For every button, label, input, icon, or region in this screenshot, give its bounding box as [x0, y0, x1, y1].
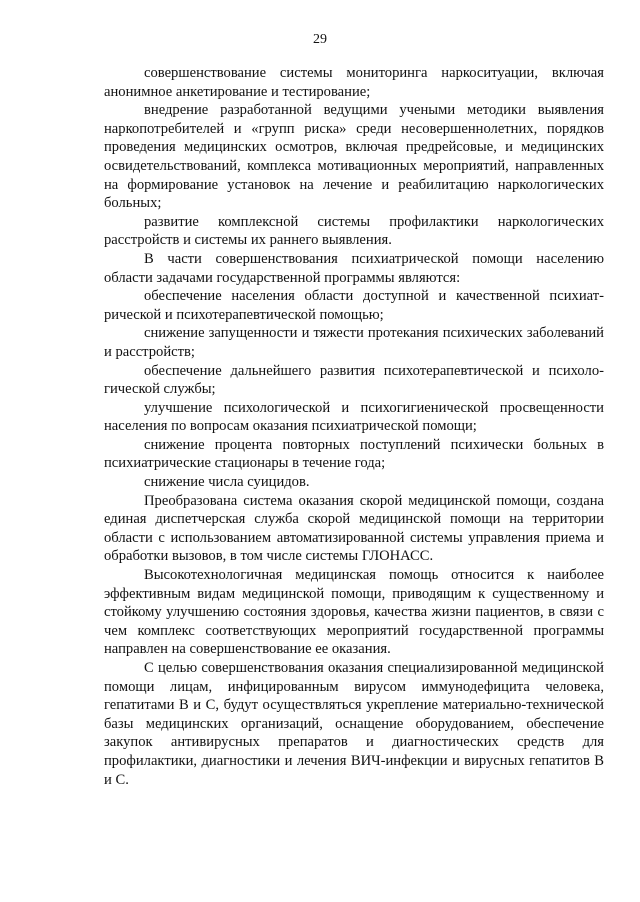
paragraph-high-tech-care: Высокотехнологичная медицинская помощь относится к наиболее эффективным видам медицинской помощи, приводящим к существенному и стойкому улучшению состояния здоровья, качества жизни пациентов, в связи с чем комплекс соответствующих мероприятий государственной программы направлен на совершенствование ее оказания. — [104, 567, 604, 658]
paragraph-readmissions: снижение процента повторных поступлений психически больных в психиатрические стационары в течение года; — [104, 436, 604, 472]
page-number: 29 — [313, 32, 327, 47]
paragraph-awareness: улучшение психологической и психогигиенической просвещенности населения по вопросам оказания психиатрической помощи; — [104, 399, 604, 435]
body-text — [104, 64, 604, 789]
paragraph-accessible-care: обеспечение населения области доступной и качественной психиатрической и психотерапевтической помощью; — [104, 288, 604, 323]
paragraph-suicides: снижение числа суицидов. — [144, 474, 310, 491]
paragraph-hiv-hepatitis: С целью совершенствования оказания специализированной медицинской помощи лицам, инфицированным вирусом иммунодефицита человека, гепатитами В и С, будут осуществляться укрепление материально-технической базы медицинских организаций, оснащение оборудованием, обеспечение закупок антивирусных препаратов и диагностических средств для профилактики, диагностики и лечения ВИЧ-инфекции и вирусных гепатитов В и С. — [104, 660, 604, 788]
paragraph-methodology: внедрение разработанной ведущими учеными методики выявления наркопотребителей и «групп риска» среди несовершеннолетних, порядков проведения медицинских осмотров, включая предрейсовые, и медицинских освидетельствований, комплекса мотивационных мероприятий, направленных на формирование установок на лечение и реабилитацию наркологических больных; — [104, 102, 604, 212]
paragraph-psychiatric-intro: В части совершенствования психиатрической помощи населению области задачами государственной программы являются: — [104, 250, 604, 286]
paragraph-monitoring: совершенствование системы мониторинга наркоситуации, включая анонимное анкетирование и тестирование; — [104, 65, 604, 100]
paragraph-psychology-service: обеспечение дальнейшего развития психотерапевтической и психологической службы; — [104, 362, 604, 398]
paragraph-emergency-care: Преобразована система оказания скорой медицинской помощи, создана единая диспетчерская служба скорой медицинской помощи на территории области с использованием автоматизированной системы управления приема и обработки вызовов, в том числе системы ГЛОНАСС. — [104, 492, 604, 565]
paragraph-prevention-system: развитие комплексной системы профилактики наркологических расстройств и системы их раннего выявления. — [104, 213, 604, 249]
paragraph-reduce-severity: снижение запущенности и тяжести протекания психических заболеваний и расстройств; — [104, 325, 604, 360]
